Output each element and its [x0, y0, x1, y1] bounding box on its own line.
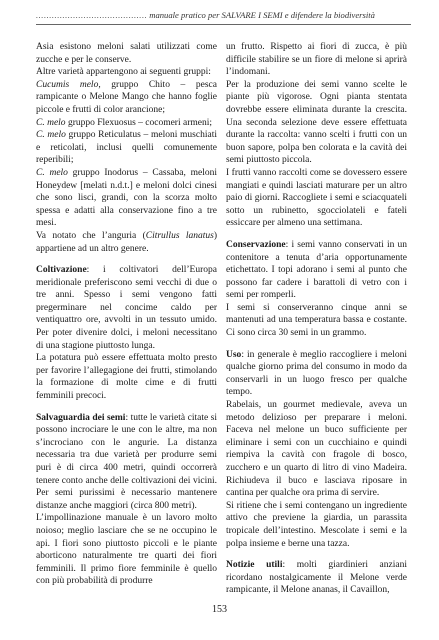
- continued-paragraph: un frutto. Rispetto ai fiori di zucca, è più difficile stabilire se un fiore di melone si aprirà l’indomani.: [226, 42, 407, 78]
- uso-section: [226, 349, 407, 399]
- rabelais-paragraph: Rabelais, un gourmet medievale, aveva un metodo delizioso per preparare i meloni. Faceva nel melone un buco sufficiente per eliminare i semi con un cucchiaino e quindi riempiva la cavità con fragole di bosco, zucchero e un quarto di litro di vino Madeira. Richiudeva il buco e lasciava riposare in cantina per qualche ora prima di servire.: [226, 400, 407, 499]
- section-text: : tutte le varietà citate si possono incrociare le une con le altre, ma non s’incrociano con le angurie. La distanza necessaria tra due varietà per produrre semi puri è di circa 400 metri, quindi occorrerà tenere conto anche delle coltivazioni dei vicini. Per semi purissimi è necessario mantenere distanze anche maggiori (circa 800 metri).: [36, 412, 217, 511]
- section-heading: Notizie utili: [226, 560, 283, 571]
- notizie-utili-section: [226, 559, 407, 597]
- varieties-intro: Altre varietà appartengono ai seguenti gruppi:: [36, 67, 211, 78]
- coltivazione-section: [36, 264, 217, 352]
- variety-text: gruppo Flexuosus – cocomeri armeni;: [65, 117, 212, 128]
- giardia-paragraph: Si ritiene che i semi contengano un ingrediente attivo che previene la giardia, un parassita tropicale dell’intestino. Mescolate i semi e la polpa insieme e berne una tazza.: [226, 500, 407, 549]
- left-column: [36, 41, 217, 588]
- variety-flexuosus: [36, 117, 217, 130]
- section-heading: Conservazione: [226, 239, 286, 250]
- variety-reticulatus: [36, 129, 217, 167]
- section-heading: Uso: [226, 349, 242, 360]
- note-text: ) appartiene ad un altro genere.: [36, 230, 218, 254]
- impollinazione-paragraph: L’impollinazione manuale è un lavoro molto noioso; meglio lasciare che se ne occupino le api. I fiori sono piuttosto piccoli e le piante aborticono naturalmente tre quarti dei fiori femminili. Il primo fiore femminile è quello con più probabilità di produrre: [36, 513, 217, 587]
- variety-text: gruppo Reticulatus – meloni muschiati e reticolati, inclusi quelli comunemente reperibili;: [36, 130, 217, 166]
- variety-chito: [36, 79, 217, 117]
- section-text: : i coltivatori dell’Europa meridionale preferiscono semi vecchi di due o tre anni. Spesso i semi vengono fatti pregerminare nel concime caldo per ventiquattro ore, avvolti in un tessuto umido. Per poter divenire dolci, i meloni necessitano di una stagione piuttosto lunga.: [36, 265, 217, 351]
- intro-paragraph: Asia esistono meloni salati utilizzati come zucche e per le conserve.: [36, 42, 217, 65]
- latin-name: Cucumis melo: [36, 79, 99, 90]
- harvest-paragraph: I frutti vanno raccolti come se dovessero essere mangiati e quindi lasciati maturare per un altro paio di giorni. Raccogliete i semi e sciacquateli sotto un rubinetto, sgocciolateli e fateli essiccare per almeno una settimana.: [226, 167, 407, 229]
- variety-text: gruppo Inodorus – Cassaba, meloni Honeydew [melati n.d.t.] e meloni dolci cinesi che sono lisci, grandi, con la scorza molto spessa e adatti alla conservazione fino a tre mesi.: [36, 167, 218, 229]
- latin-name: Citrullus lanatus: [145, 230, 214, 241]
- latin-name: C. melo: [36, 117, 66, 128]
- header-rule: [36, 24, 411, 25]
- selection-paragraph: Per la produzione dei semi vanno scelte le piante più vigorose. Ogni pianta stentata dovrebbe essere eliminata durante la crescita. Una seconda selezione deve essere effettuata durante la raccolta: vanno scelti i frutti con un buon sapore, polpa ben colorata e la cavità dei semi piuttosto piccola.: [226, 79, 407, 166]
- header-leader-dots: ..........................................: [36, 10, 148, 20]
- page-number: 153: [212, 604, 227, 615]
- section-text: : molti giardinieri anziani ricordano nostalgicamente il Melone verde rampicante, il Melone ananas, il Cavaillon,: [226, 560, 407, 596]
- header-title: manuale pratico per SALVARE I SEMI e difendere la biodiversità: [149, 10, 375, 20]
- right-column: [226, 41, 407, 597]
- running-header: [36, 10, 411, 20]
- variety-text: , gruppo Chito – pesca rampicante o Melone Mango che hanno foglie piccole e frutti di color arancione;: [36, 79, 217, 115]
- section-heading: Coltivazione: [36, 265, 87, 276]
- variety-inodorus: [36, 167, 217, 230]
- section-heading: Salvaguardia dei semi: [36, 412, 126, 423]
- section-text: : i semi vanno conservati in un contenitore a tenuta d’aria opportunamente etichettato. I topi adorano i semi al punto che possono far cadere i barattoli di vetro con i semi per romperli.: [226, 239, 407, 301]
- section-text: : in generale è meglio raccogliere i meloni qualche giorno prima del consumo in modo da conservarli in un luogo fresco per qualche tempo.: [226, 349, 407, 398]
- latin-name: C. melo: [36, 167, 68, 178]
- watermelon-note: [36, 230, 217, 255]
- potatura-paragraph: La potatura può essere effettuata molto presto per favorire l’allegagione dei frutti, stimolando la formazione di molte cime e di frutti femminili precoci.: [36, 353, 217, 402]
- latin-name: C. melo: [36, 130, 66, 141]
- note-text: Va notato che l’anguria (: [36, 230, 146, 241]
- salvaguardia-section: [36, 412, 217, 513]
- storage-paragraph: I semi si conserveranno cinque anni se mantenuti ad una temperatura bassa e costante. Ci sono circa 30 semi in un grammo.: [226, 302, 407, 339]
- conservazione-section: [226, 239, 407, 302]
